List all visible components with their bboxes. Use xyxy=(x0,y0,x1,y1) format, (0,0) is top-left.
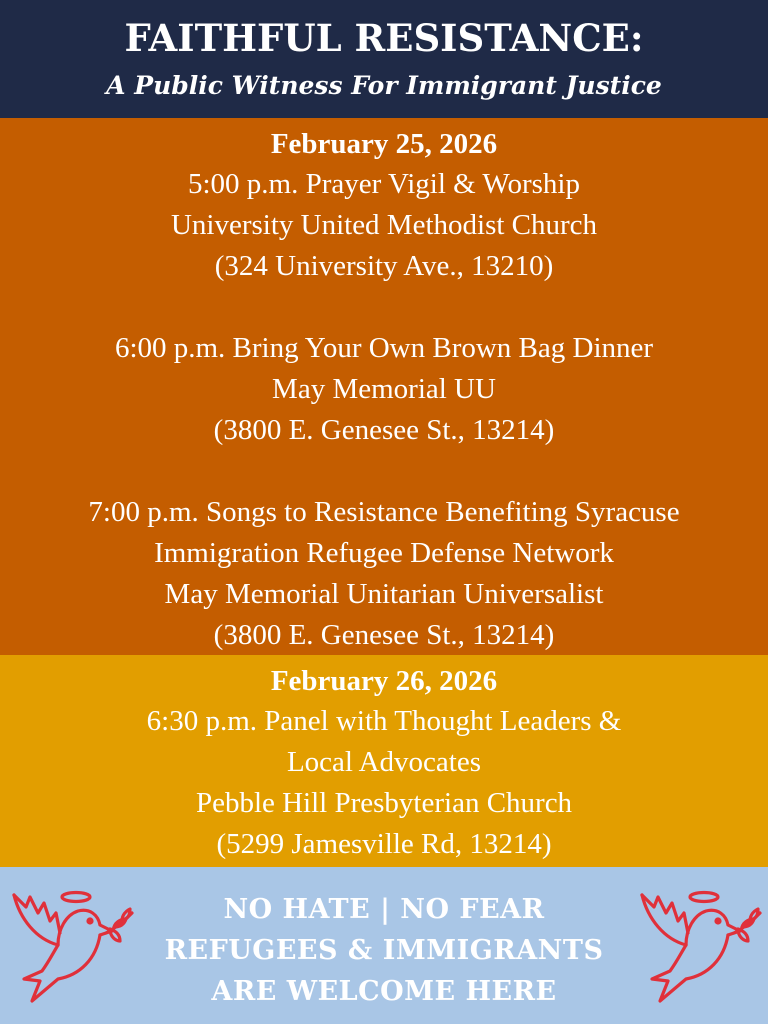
dove-icon xyxy=(6,889,136,1007)
event-venue: May Memorial UU xyxy=(272,373,496,405)
day2-section xyxy=(0,655,768,867)
event-brown-bag-dinner xyxy=(0,328,768,451)
event-time-title: 5:00 p.m. Prayer Vigil & Worship xyxy=(188,168,580,200)
event-address: (3800 E. Genesee St., 13214) xyxy=(213,619,555,651)
slogan-line: ARE WELCOME HERE xyxy=(211,976,557,1007)
page-title: FAITHFUL RESISTANCE: xyxy=(124,16,644,60)
day2-date: February 26, 2026 xyxy=(270,665,498,697)
event-title-continued: Local Advocates xyxy=(286,746,482,778)
event-songs-to-resistance xyxy=(0,492,768,656)
spacer xyxy=(0,451,768,492)
event-time-title: 6:00 p.m. Bring Your Own Brown Bag Dinner xyxy=(114,332,654,364)
event-venue: May Memorial Unitarian Universalist xyxy=(164,578,604,610)
day1-section xyxy=(0,118,768,655)
day1-date: February 25, 2026 xyxy=(270,128,498,160)
header-banner xyxy=(0,0,768,118)
event-address: (5299 Jamesville Rd, 13214) xyxy=(216,828,552,860)
event-address: (324 University Ave., 13210) xyxy=(214,250,554,282)
footer-banner xyxy=(0,867,768,1024)
spacer xyxy=(0,287,768,328)
event-time-title: 7:00 p.m. Songs to Resistance Benefiting Syracuse xyxy=(88,496,680,528)
slogan-line: NO HATE | NO FEAR xyxy=(223,894,545,925)
event-venue: Pebble Hill Presbyterian Church xyxy=(195,787,573,819)
page-subtitle: A Public Witness For Immigrant Justice xyxy=(106,71,662,100)
event-time-title: 6:30 p.m. Panel with Thought Leaders & xyxy=(146,705,622,737)
event-address: (3800 E. Genesee St., 13214) xyxy=(213,414,555,446)
event-prayer-vigil xyxy=(0,164,768,287)
dove-icon xyxy=(634,889,764,1007)
event-venue: University United Methodist Church xyxy=(170,209,598,241)
slogan-line: REFUGEES & IMMIGRANTS xyxy=(164,935,604,966)
slogan xyxy=(120,889,648,1012)
event-beneficiary: Immigration Refugee Defense Network xyxy=(154,537,614,569)
event-panel xyxy=(0,701,768,865)
